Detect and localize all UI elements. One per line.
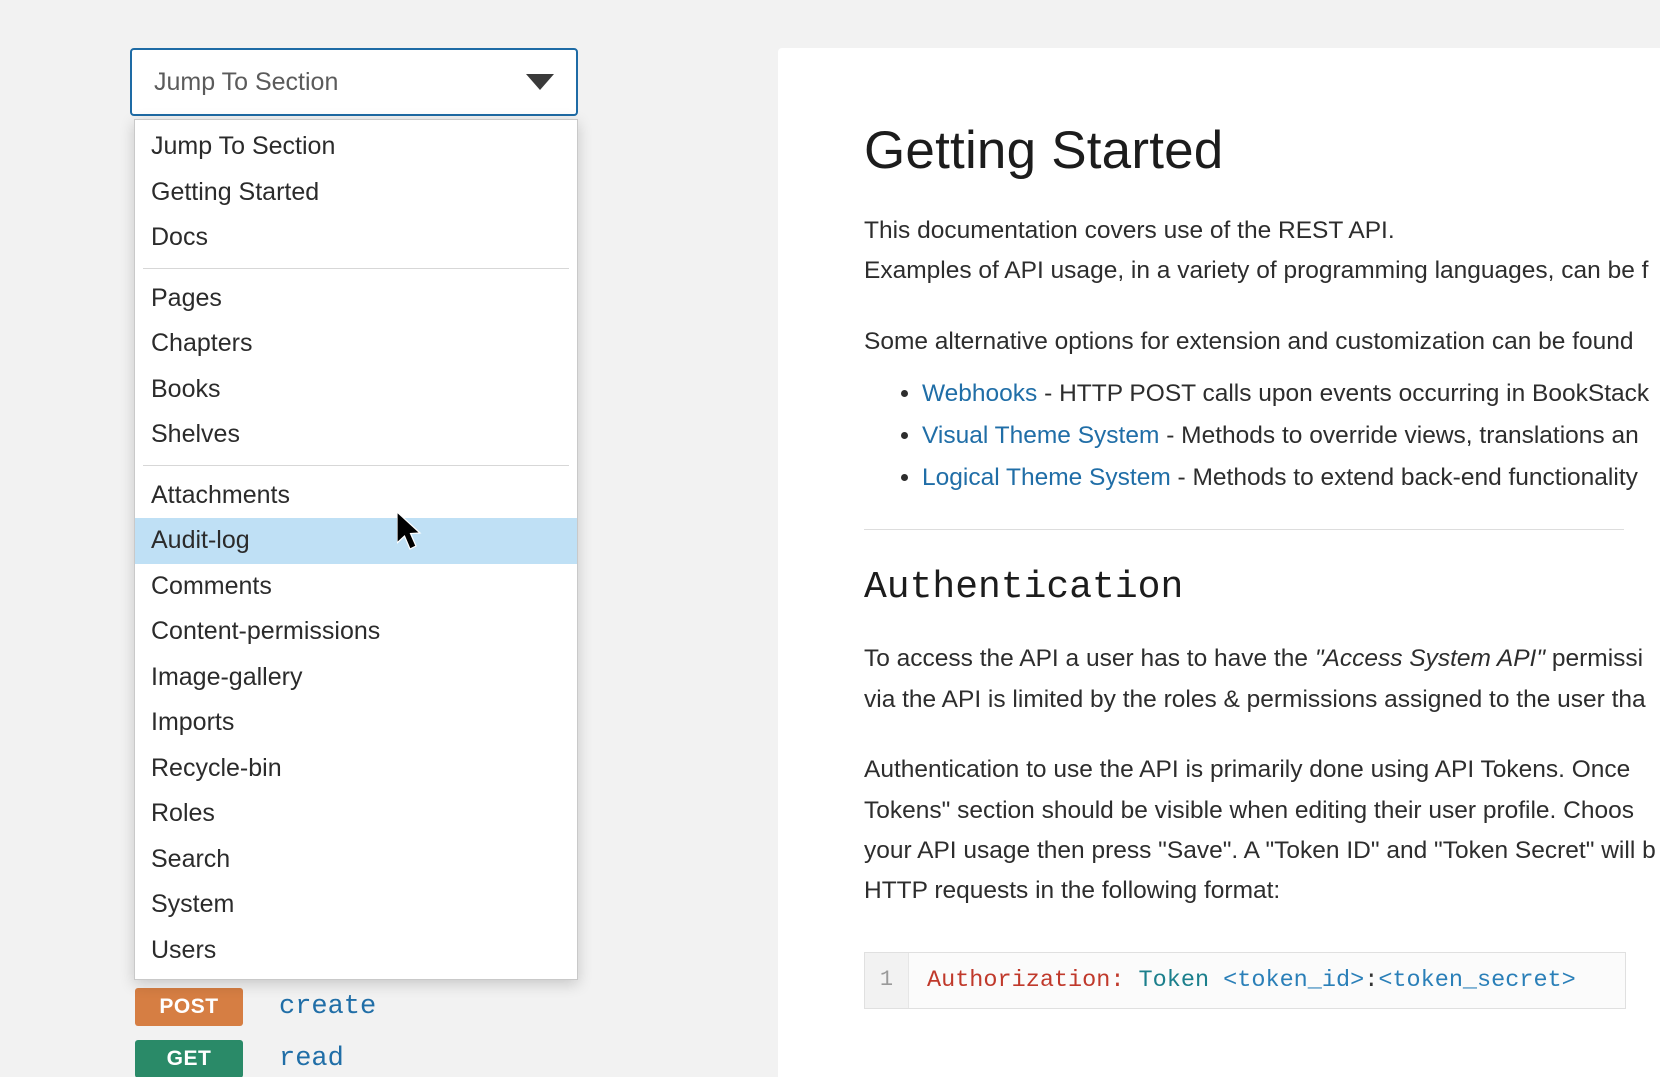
list-item[interactable]: [135, 988, 555, 1026]
method-badge-post: POST: [135, 988, 243, 1026]
dropdown-option-content-permissions[interactable]: Content-permissions: [151, 617, 381, 645]
dropdown-option-getting-started[interactable]: Getting Started: [151, 177, 320, 206]
dropdown-option-users[interactable]: Users: [151, 935, 217, 964]
documentation-panel: [778, 48, 1660, 1077]
code-token-token-id: <token_id>: [1223, 966, 1365, 994]
intro-line-2: Examples of API usage, in a variety of programming languages, can be f: [864, 257, 1649, 285]
webhooks-link[interactable]: Webhooks: [922, 380, 1038, 408]
code-block: [864, 952, 1626, 1009]
auth-p1-emphasis: "Access System API": [1314, 645, 1546, 673]
auth-paragraph-2-line-4: HTTP requests in the following format:: [864, 877, 1281, 905]
dropdown-option-jump-to-section[interactable]: Jump To Section: [151, 132, 336, 160]
dropdown-option-image-gallery[interactable]: Image-gallery: [151, 662, 303, 691]
auth-p1-b: permissi: [1545, 645, 1644, 673]
logical-theme-system-link[interactable]: Logical Theme System: [922, 463, 1171, 491]
dropdown-option-comments[interactable]: Comments: [151, 571, 272, 600]
dropdown-option-docs[interactable]: Docs: [151, 223, 208, 251]
auth-paragraph-2-line-1: Authentication to use the API is primarily done using API Tokens. Once: [864, 756, 1631, 784]
list-item[interactable]: [135, 1040, 555, 1077]
auth-paragraph-2-line-2: Tokens" section should be visible when editing their user profile. Choos: [864, 796, 1634, 824]
auth-paragraph-1: [864, 639, 1660, 679]
dropdown-option-search[interactable]: Search: [151, 844, 231, 873]
alternatives-list: [864, 374, 1660, 497]
auth-p1-a: To access the API a user has to have the: [864, 645, 1315, 673]
dropdown-option-roles[interactable]: Roles: [151, 799, 215, 827]
intro-line-1: This documentation covers use of the REST API.: [864, 217, 1395, 244]
list-item: [922, 416, 1660, 456]
code-token-colon: :: [1364, 966, 1379, 994]
jump-to-section-dropdown[interactable]: [134, 119, 578, 980]
list-item-text: - HTTP POST calls upon events occurring in BookStack: [1037, 380, 1650, 408]
authentication-heading: Authentication: [864, 566, 1184, 610]
dropdown-separator: [143, 465, 569, 466]
code-token-token: Token: [1138, 966, 1210, 994]
jump-to-section-select[interactable]: [130, 48, 578, 116]
dropdown-option-system[interactable]: System: [151, 890, 235, 918]
dropdown-option-recycle-bin[interactable]: Recycle-bin: [151, 753, 282, 782]
dropdown-option-chapters[interactable]: Chapters: [151, 329, 253, 357]
code-token-token-secret: <token_secret>: [1378, 966, 1576, 994]
method-badge-get: GET: [135, 1040, 243, 1077]
code-line-number: 1: [865, 953, 909, 1008]
alternatives-line: Some alternative options for extension and customization can be found: [864, 327, 1634, 355]
sidebar-region: [0, 0, 778, 1077]
endpoint-name[interactable]: create: [279, 992, 377, 1022]
auth-paragraph-2-line-3: your API usage then press "Save". A "Token ID" and "Token Secret" will b: [864, 837, 1656, 865]
code-content[interactable]: [909, 953, 1576, 1008]
page-title: Getting Started: [864, 121, 1224, 180]
list-item: [922, 374, 1660, 414]
dropdown-option-audit-log[interactable]: Audit-log: [135, 518, 577, 564]
code-token-authorization: Authorization:: [927, 966, 1125, 994]
auth-paragraph-1-line-2: via the API is limited by the roles & permissions assigned to the user tha: [864, 685, 1646, 713]
dropdown-option-pages[interactable]: Pages: [151, 283, 222, 312]
visual-theme-system-link[interactable]: Visual Theme System: [922, 421, 1160, 449]
dropdown-option-shelves[interactable]: Shelves: [151, 420, 240, 448]
list-item: [922, 458, 1660, 498]
dropdown-option-imports[interactable]: Imports: [151, 708, 235, 736]
dropdown-option-books[interactable]: Books: [151, 374, 221, 403]
endpoint-name[interactable]: read: [279, 1044, 344, 1074]
list-item-text: - Methods to extend back-end functionality: [1170, 463, 1638, 491]
dropdown-separator: [143, 268, 569, 269]
dropdown-option-attachments[interactable]: Attachments: [151, 480, 290, 509]
select-value: Jump To Section: [154, 67, 339, 96]
endpoint-list: [135, 988, 555, 1077]
list-item-text: - Methods to override views, translations an: [1159, 421, 1639, 449]
divider: [864, 529, 1624, 530]
chevron-down-icon: [526, 74, 554, 90]
